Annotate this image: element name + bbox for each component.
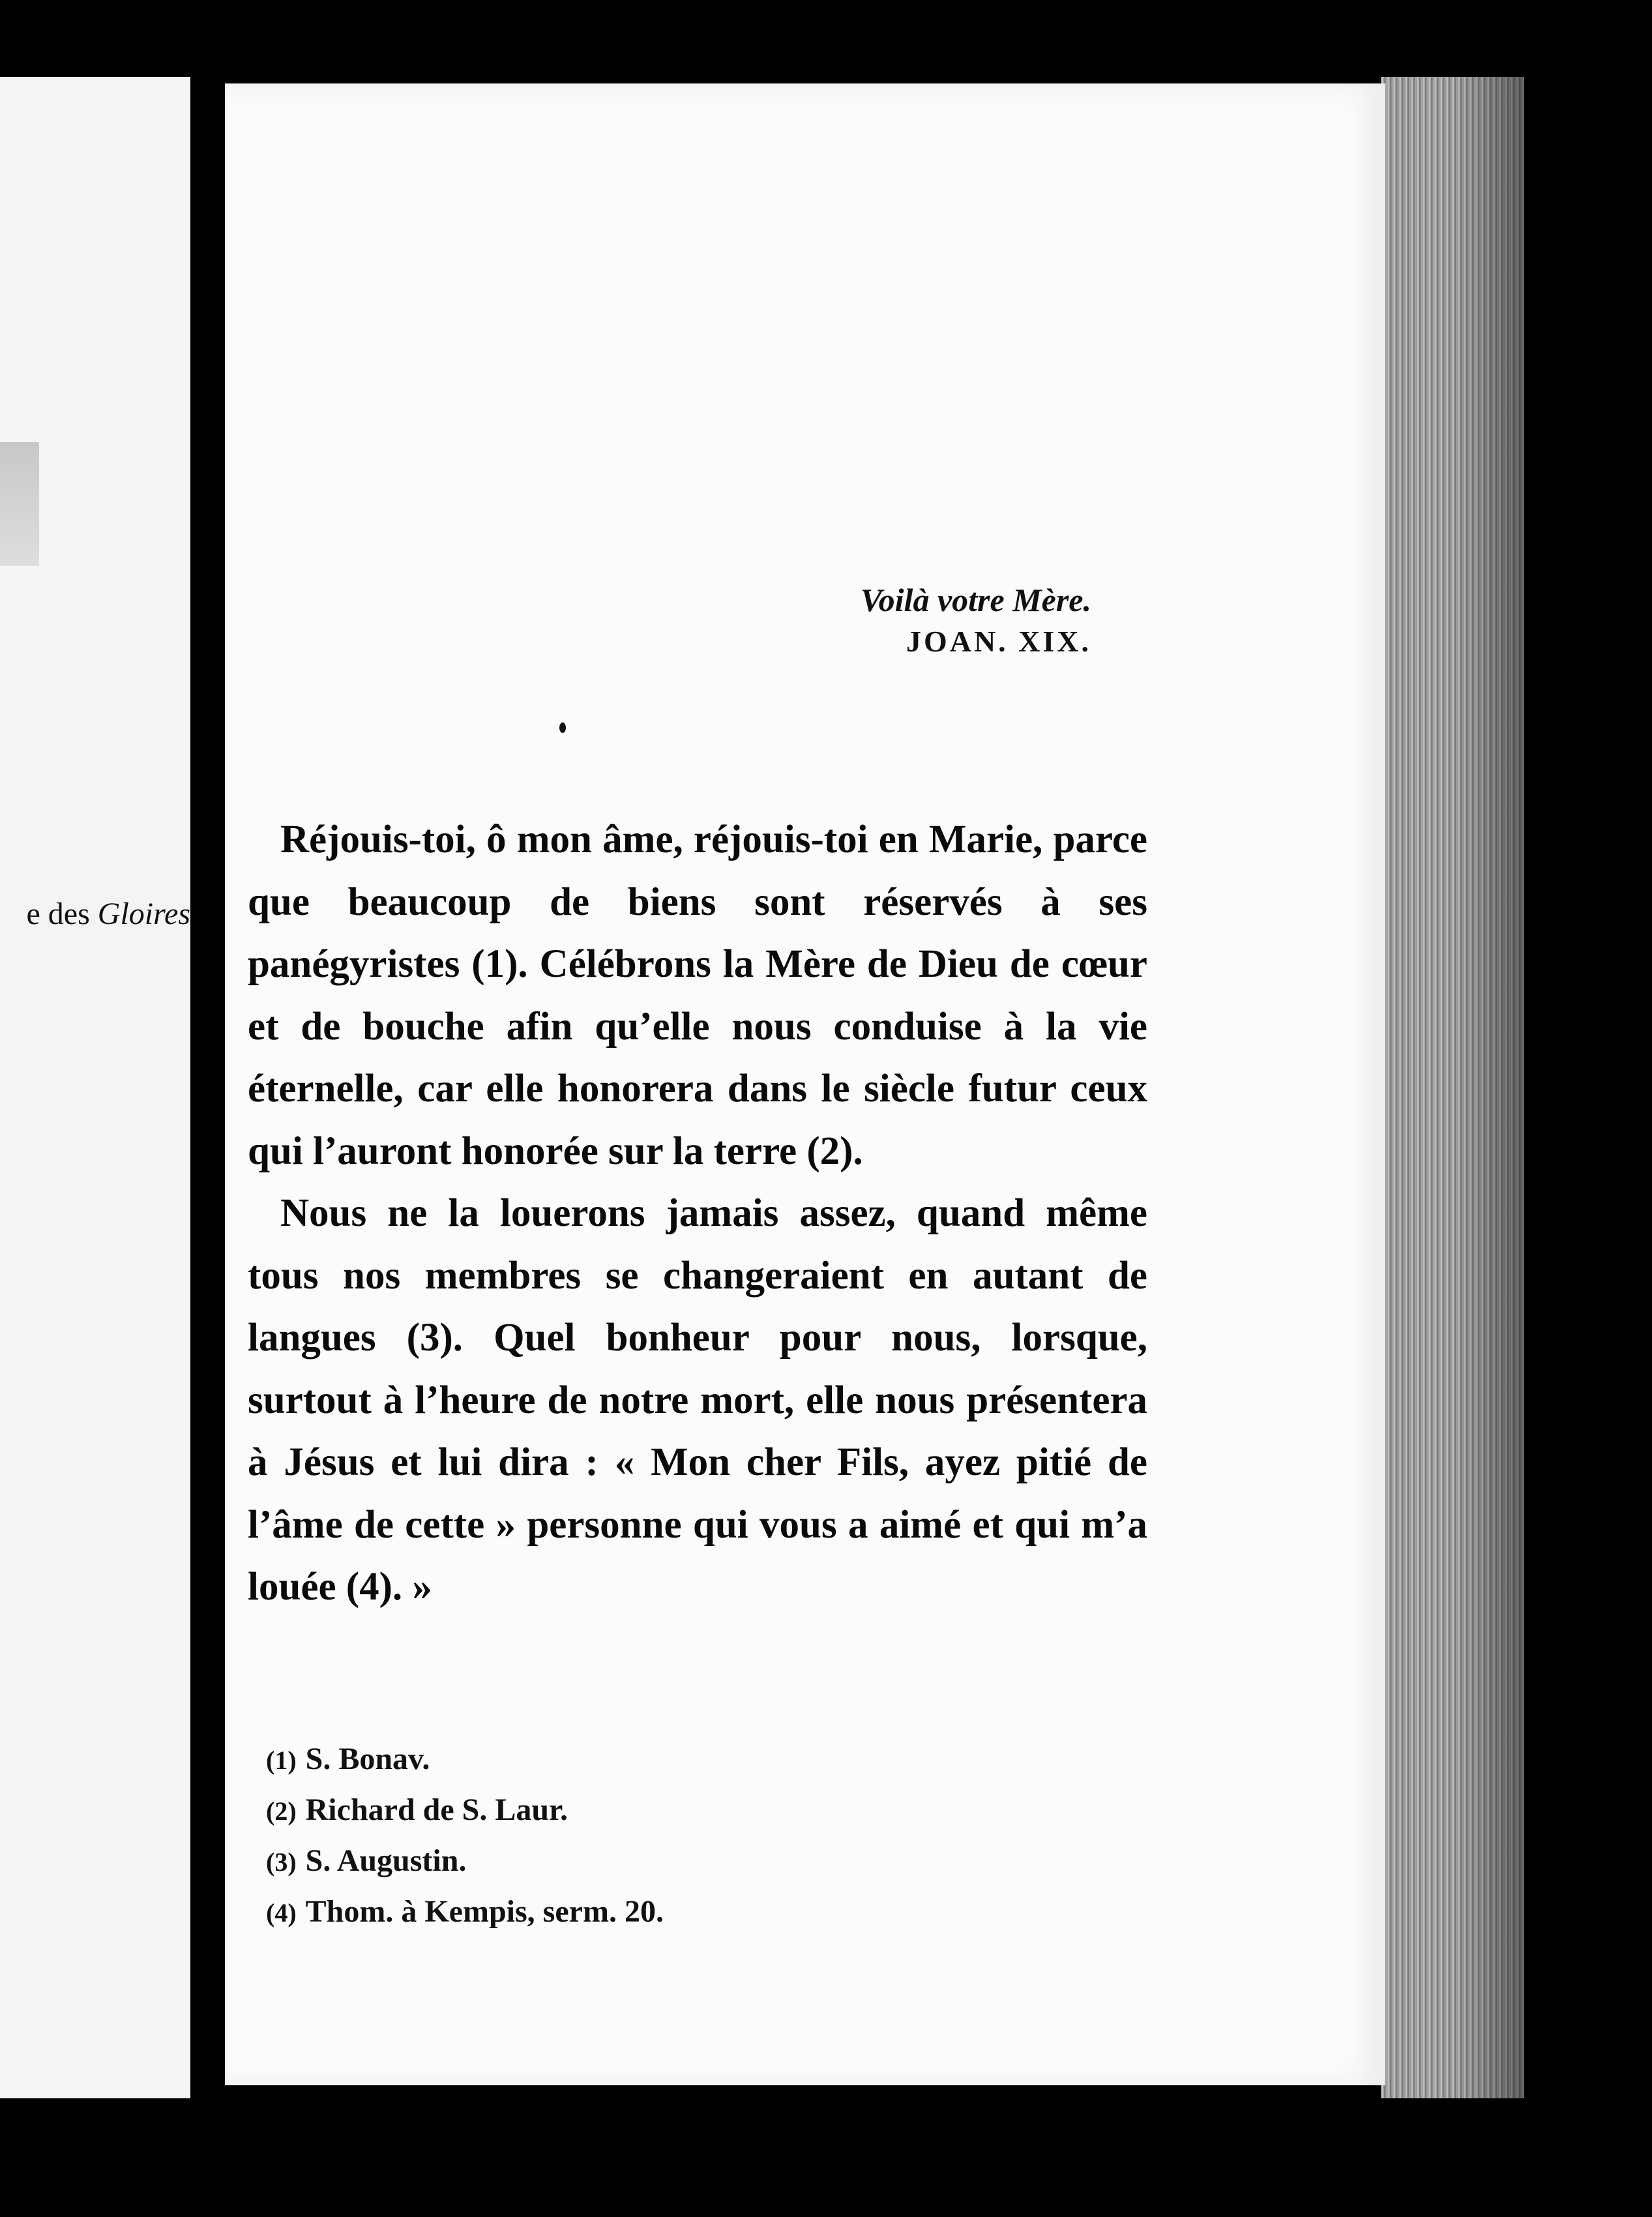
footnote-number: (2) [266,1796,297,1826]
left-page-text-fragment [0,896,190,932]
footnote-text: S. Augustin. [305,1843,467,1878]
footnote [266,1836,664,1887]
epigraph-source: JOAN. XIX. [906,625,1091,658]
footnote [266,1785,664,1836]
left-page [0,77,190,2098]
epigraph-quote: Voilà votre Mère. [860,582,1091,618]
footnote-text: S. Bonav. [305,1742,430,1776]
footnote [266,1887,664,1938]
footnotes [266,1734,664,1938]
footnote-text: Thom. à Kempis, serm. 20. [305,1894,664,1929]
footnote [266,1734,664,1785]
epigraph [861,579,1091,662]
paragraph-1: Réjouis-toi, ô mon âme, réjouis-toi en Marie, parce que beaucoup de biens sont réservés à ses panégyristes (1). Célébrons la Mère de Dieu de cœur et de bouche afin qu’elle nous conduise à la vie éternelle, car elle honorera dans le siècle futur ceux qui l’auront honorée sur la terre (2). [248,818,1147,1173]
paragraph-2: Nous ne la louerons jamais assez, quand même tous nos membres se changeraient en autant de langues (3). Quel bonheur pour nous, lorsque, surtout à l’heure de notre mort, elle nous présentera à Jésus et lui dira : « Mon cher Fils, ayez pitié de l’âme de cette » personne qui vous a aimé et qui m’a louée (4). » [248,1191,1147,1609]
left-fragment-prefix: e des [26,897,90,931]
left-fragment-italic: Gloires [97,897,190,931]
footnote-number: (3) [266,1847,297,1877]
footnote-number: (1) [266,1746,297,1775]
body-text [248,809,1147,1618]
footnote-text: Richard de S. Laur. [305,1793,568,1827]
footnote-number: (4) [266,1898,297,1927]
page-stack-shadow [1454,77,1545,2098]
ink-speck [559,722,566,733]
left-page-bleed-mark [0,442,39,566]
